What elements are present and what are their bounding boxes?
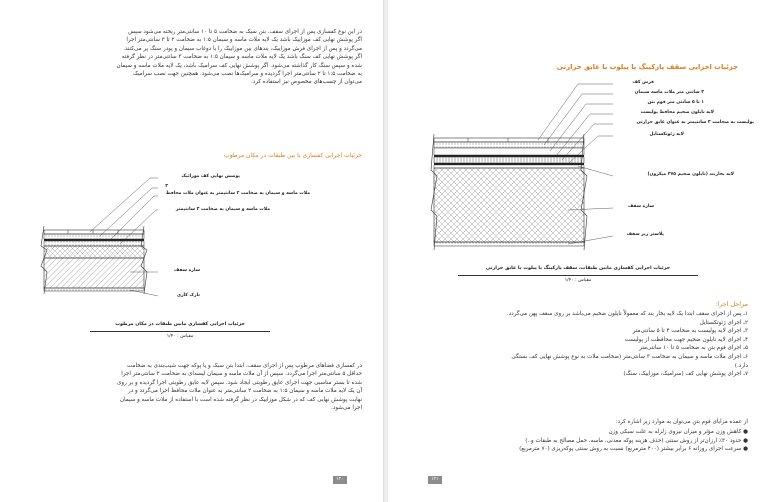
- text-line: شده تا بستر مناسبی جهت اجرای عایق رطوبتی ایجاد شود. سپس لایه عایق رطوبتی اجرا گردیده و بر روی: [116, 379, 362, 386]
- text-line: شده و سپس سنگ کار گذاشته می‌شود. اگر پوشش نهایی کف سرامیک باشد، یک لایه ملات ماسه و سیمان: [116, 62, 362, 69]
- right-figure-title: جزئیات اجرایی کفسازی مابین طبقات، سقف پارکینگ با پیلوت با عایق حرارتی: [485, 266, 671, 271]
- text-line: اگر پوشش نهایی کف موزاییک باشد یک لایه ملات ماسه و سیمان ۱:۵ به ضخامت ۲ تا ۳ سانتی‌متر اجرا: [126, 37, 362, 44]
- left-fig-label: سازه سقف: [174, 268, 200, 273]
- list-item: دارد.): [734, 362, 748, 369]
- list-item: ● سرعت اجرای روزانه ۶ برابر بیشتر (۴۰۰ مترمربع) نسبت به روش سنتی پوکه‌ریزی (۷۰ مترمربع): [519, 446, 748, 453]
- right-fig-label: لایه بخاربند (نایلون ضخیم ۳۷۵ میکرون): [647, 172, 734, 177]
- left-figure-scale: مقیاس : ۱/۴۰: [166, 334, 194, 339]
- left-bottom-paragraph: [40, 362, 362, 412]
- list-item: ۷ـ اجرای پوشش نهایی کف (سرامیک، موزاییک، سنگ): [623, 371, 748, 378]
- left-fig-label: نازک کاری: [176, 293, 200, 298]
- left-figure-underline: [90, 331, 270, 332]
- stages-list: [408, 310, 748, 379]
- list-item: ۲ـ اجرای ژئوتکستایل: [699, 319, 748, 326]
- benefits-heading: از عمده مزایای فوم بتن می‌توان به موارد زیر اشاره کرد:: [615, 419, 748, 425]
- left-page-number: ۱۲۰: [333, 476, 347, 484]
- right-page: [388, 0, 768, 502]
- list-item: ۶ـ اجرای ملات ماسه و سیمان به ضخامت ۳ سانتی‌متر (ضخامت ملات به نوع پوشش نهایی کف بستگی: [511, 353, 748, 360]
- right-fig-label: فرش کف: [632, 80, 654, 85]
- list-item: ● کاهش وزن مؤثر و میزان نیروی زلزله به علت سبکی وزن: [608, 429, 748, 435]
- list-item: ۴ـ اجرای لایه نایلون ضخیم جهت محافظت از پولیست: [624, 336, 748, 343]
- list-item: ۳ـ اجرای لایه پولیست به ضخامت ۴ تا ۵ سانتی‌متر: [632, 328, 748, 335]
- right-fig-label: ۱ تا ۵ سانتی متر فوم بتن: [647, 100, 704, 105]
- right-figure-underline: [458, 275, 698, 276]
- right-fig-label: سازه سقف: [628, 204, 654, 209]
- left-intro-paragraph: [40, 28, 362, 87]
- right-parking-ceiling-figure: [418, 80, 748, 260]
- text-line: اگر پوشش نهایی کف سنگ باشد یک لایه ملات ماسه و سیمان ۱:۵ به ضخامت ۳ سانتی‌متر در نظر گرفته: [121, 54, 362, 61]
- right-fig-label: لایه نایلون ضخیم محافظ پولیست: [640, 110, 714, 115]
- left-section-heading: جزئیات اجرایی کفسازی با بین طبقات در مکان مرطوب: [224, 152, 362, 159]
- right-figure-scale: مقیاس : ۱/۴۰: [564, 278, 592, 283]
- right-fig-label: پلاستر زیر سقف: [626, 232, 664, 237]
- stages-heading: مراحل اجرا:: [715, 300, 748, 308]
- text-line: در کفسازی فضاهای مرطوب پس از اجرای سقف، ابتدا بتن سبک و یا پوکه جهت شیب‌بندی به ضخامت: [126, 363, 362, 369]
- list-item: ۵ـ اجرای فوم بتن به ضخامت ۵ تا ۱۰ سانتی‌متر: [639, 345, 748, 352]
- text-line: اجرا می‌شود.: [331, 405, 362, 412]
- right-fig-label: پولیست به ضخامت ۳ سانتیمتر به عنوان عایق حرارتی: [636, 120, 754, 125]
- left-fig-label: ملات ماسه و سیمان به ضخامت ۲ سانتیمتر به عنوان ملات محافظ: [165, 191, 310, 196]
- list-item: ۱ـ پس از اجرای سقف ابتدا یک لایه بخار بند که معمولاً نایلون ضخیم می‌باشد بر روی سقف پهن می‌گردد.: [506, 311, 748, 317]
- benefits-list: [408, 428, 748, 454]
- right-fig-label: ۳ سانتی متر ملات ماسه سیمان: [634, 90, 704, 95]
- right-fig-label: لایه ژئوتکستایل: [649, 132, 684, 137]
- text-line: حداقل ۵ سانتی‌متر اجرا می‌گردد. سپس از آن ملات ماسه و سیمان لیسه‌ای به ضخامت ۲ سانتی‌متر اجرا: [121, 371, 362, 378]
- text-line: در این نوع کفسازی پس از اجرای سقف، بتن سبک به ضخامت ۵ تا ۱۰ سانتی‌متر ریخته می‌شود سپس: [128, 29, 362, 35]
- left-fig-label: ۳: [165, 184, 168, 189]
- text-line: می‌توان از چسب‌های مخصوص نیز استفاده کرد.: [250, 79, 362, 86]
- text-line: نهایت پوشش نهایی کف که در شکل موزاییک در نظر گرفته شده است با استفاده از ملات ماسه و سیمان: [119, 396, 362, 403]
- text-line: می‌گردد و پس از اجرای فرش موزاییک، بندهای بین موزاییک را با دوغاب سیمان و پودر سنگ پر می‌کنند.: [123, 45, 362, 52]
- list-item: ● حدود ۳۰٪ ارزان‌تر از روش سنتی (حذف هزینه پوکه معدنی، ماسه، حمل مصالح به طبقات و..): [525, 437, 748, 444]
- left-fig-label: ملات ماسه و سیمان به ضخامت ۳ سانتیمتر: [175, 207, 270, 212]
- right-page-number: ۱۲۱: [428, 476, 442, 484]
- left-fig-label: پوشش نهایی کف موزائیک: [181, 174, 240, 179]
- text-line: آن یک لایه ملات ماسه و سیمان ۱:۵ به ضخامت ۲ سانتی‌متر به عنوان ملات محافظ اجرا می‌گردد و در: [128, 388, 362, 395]
- right-section-heading: جزئیات اجرایی سقف پارکینگ با پیلوت با عایق حرارتی: [556, 63, 738, 71]
- text-line: به ضخامت ۱:۵ تا ۲ سانتی‌متر اجرا گردیده و سرامیک‌ها نصب می‌شود. همچنین جهت نصب سرامیک: [132, 71, 362, 78]
- left-figure-title: جزئیات اجرایی کفسازی مابین طبقات در مکان مرطوب: [115, 322, 245, 327]
